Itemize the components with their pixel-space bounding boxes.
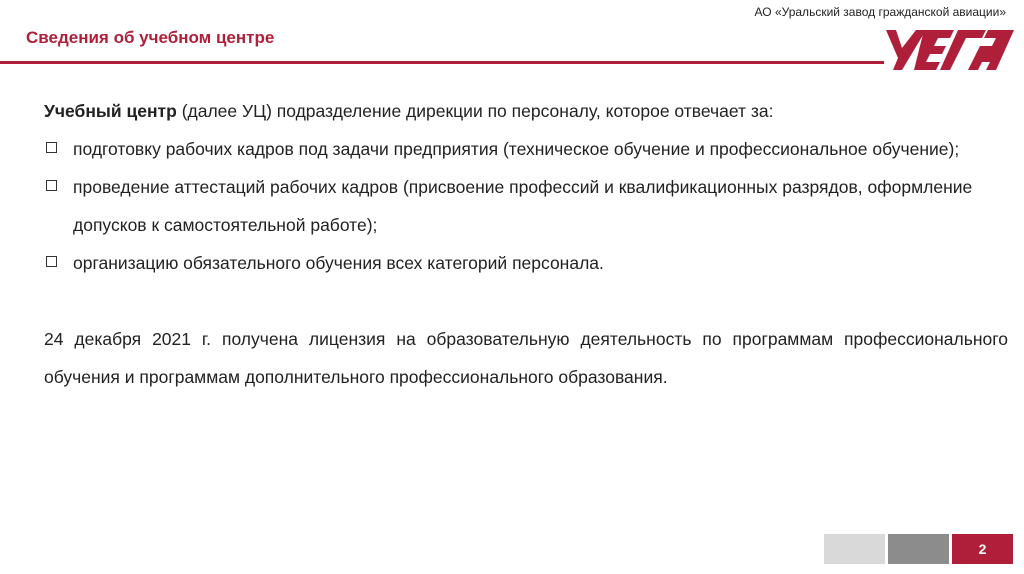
responsibility-list (44, 130, 1008, 282)
slide-content (44, 92, 1008, 396)
checkbox-bullet-icon (46, 256, 57, 267)
list-item-text: проведение аттестаций рабочих кадров (присвоение профессий и квалификационных разрядов, оформление допусков к самостоятельной работе); (73, 177, 973, 235)
page-title: Сведения об учебном центре (26, 28, 275, 47)
list-item (44, 244, 1008, 282)
list-item-text: организацию обязательного обучения всех категорий персонала. (73, 253, 604, 273)
intro-bold-term: Учебный центр (44, 101, 177, 121)
page-number: 2 (952, 534, 1013, 564)
list-item-text: подготовку рабочих кадров под задачи предприятия (техническое обучение и профессиональное обучение); (73, 139, 960, 159)
pager-block-gray (888, 534, 949, 564)
intro-paragraph (44, 92, 1008, 130)
organization-name: АО «Уральский завод гражданской авиации» (754, 5, 1006, 19)
checkbox-bullet-icon (46, 180, 57, 191)
license-paragraph: 24 декабря 2021 г. получена лицензия на образовательную деятельность по программам профессионального обучения и программам дополнительного профессионального образования. (44, 329, 1008, 387)
list-item (44, 168, 1008, 244)
intro-text: (далее УЦ) подразделение дирекции по персоналу, которое отвечает за: (176, 101, 774, 121)
page-indicator (824, 534, 1013, 564)
pager-block-light (824, 534, 885, 564)
uzga-logo (884, 24, 1016, 76)
list-item (44, 130, 1008, 168)
title-underline (0, 61, 884, 64)
checkbox-bullet-icon (46, 142, 57, 153)
